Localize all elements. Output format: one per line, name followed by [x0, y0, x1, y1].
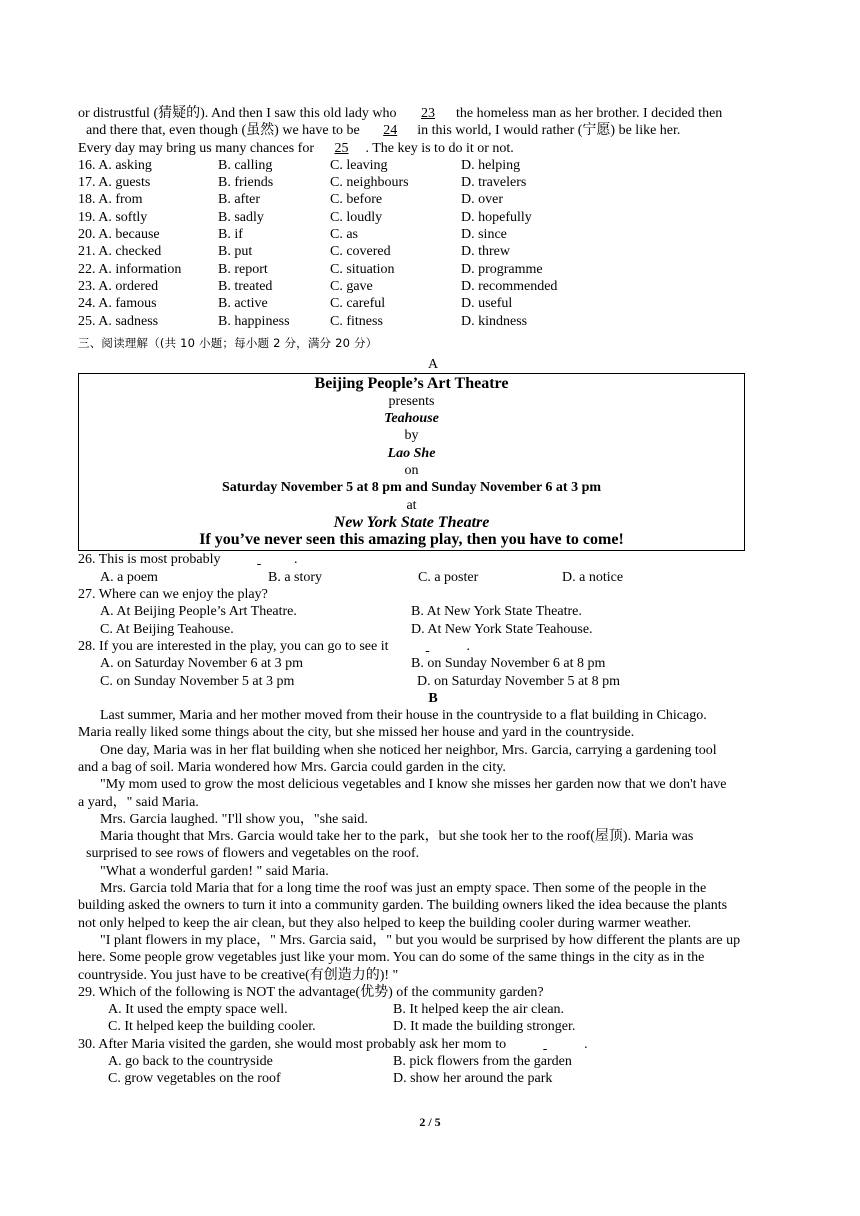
question-stem: 26. This is most probably — [78, 552, 224, 568]
option-c: C. gave — [330, 278, 373, 294]
cloze-options — [78, 157, 788, 330]
option-c: C. leaving — [330, 157, 388, 173]
paragraph — [78, 742, 788, 777]
option-c: C. on Sunday November 5 at 3 pm — [100, 673, 295, 689]
cloze-line-1 — [78, 105, 788, 122]
section-heading: 三、阅读理解（(共 10 小题；每小题 2 分，满分 20 分） — [78, 335, 378, 350]
cloze-text: and there that, even though (虽然) we have to be — [86, 123, 364, 139]
question-27-options — [78, 603, 788, 620]
paragraph-line: a yard，" said Maria. — [78, 794, 199, 810]
paragraph-line: "My mom used to grow the most delicious vegetables and I know she misses her garden now that we don't have — [100, 777, 727, 793]
option-a: 17. A. guests — [78, 175, 151, 191]
cloze-text: or distrustful (猜疑的). And then I saw this old lady who — [78, 106, 400, 121]
option-b: B. calling — [218, 157, 273, 173]
option-row — [78, 174, 788, 191]
option-b: B. on Sunday November 6 at 8 pm — [411, 656, 606, 672]
question-29-options — [78, 1018, 788, 1035]
paragraph-line: and a bag of soil. Maria wondered how Mrs. Garcia could garden in the city. — [78, 759, 506, 775]
paragraph — [78, 707, 788, 742]
option-a: A. It used the empty space well. — [108, 1002, 288, 1018]
option-a: 25. A. sadness — [78, 313, 159, 329]
option-b: B. report — [218, 261, 268, 277]
option-d: D. kindness — [461, 313, 528, 329]
option-b: B. if — [218, 227, 243, 243]
option-a: 20. A. because — [78, 227, 160, 243]
option-c: C. a poster — [418, 569, 479, 585]
poster-org: Beijing People’s Art Theatre — [314, 375, 509, 393]
question-tail: . — [584, 1036, 588, 1052]
option-row — [78, 226, 788, 243]
paragraph-line: "I plant flowers in my place，" Mrs. Garcia said，" but you would be surprised by how different the plants are up — [100, 932, 741, 948]
paragraph-line: countryside. You just have to be creative(有创造力的)! " — [78, 967, 399, 983]
poster-on: on — [404, 462, 419, 478]
option-a: 21. A. checked — [78, 244, 162, 260]
option-c: C. before — [330, 192, 383, 208]
theatre-poster — [78, 373, 745, 551]
option-b: B. pick flowers from the garden — [393, 1054, 572, 1070]
paragraph-line: Last summer, Maria and her mother moved from their house in the countryside to a flat building in Chicago. — [100, 708, 707, 724]
option-d: D. programme — [461, 261, 543, 277]
option-a: 18. A. from — [78, 192, 143, 208]
option-d: D. travelers — [461, 175, 527, 191]
option-b: B. put — [218, 244, 253, 260]
poster-author: Lao She — [387, 445, 436, 461]
option-b: B. active — [218, 296, 268, 312]
question-30-options — [78, 1053, 788, 1070]
question-28 — [78, 638, 788, 655]
cloze-text: the homeless man as her brother. I decided then — [455, 106, 723, 121]
option-b: B. after — [218, 192, 260, 208]
question-27: 27. Where can we enjoy the play? — [78, 587, 268, 603]
poster-play: Teahouse — [384, 411, 439, 427]
option-c: C. It helped keep the building cooler. — [108, 1019, 316, 1035]
poster-presents: presents — [388, 393, 435, 409]
option-c: C. fitness — [330, 313, 383, 329]
option-d: D. helping — [461, 157, 521, 173]
answer-blank — [389, 638, 467, 655]
question-tail: . — [466, 638, 470, 654]
option-d: D. over — [461, 192, 503, 208]
poster-dates: Saturday November 5 at 8 pm and Sunday November 6 at 3 pm — [221, 480, 602, 496]
poster-by: by — [404, 428, 419, 444]
paragraph — [78, 776, 788, 811]
option-row — [78, 261, 788, 278]
option-a: 16. A. asking — [78, 157, 152, 173]
blank-25: 25 — [334, 140, 349, 156]
option-a: A. go back to the countryside — [108, 1054, 273, 1070]
option-d: D. since — [461, 227, 507, 243]
section-b-label: B — [428, 690, 438, 706]
blank-24: 24 — [383, 123, 398, 139]
option-row — [78, 209, 788, 226]
option-b: B. It helped keep the air clean. — [393, 1002, 565, 1018]
option-c: C. careful — [330, 296, 386, 312]
option-c: C. At Beijing Teahouse. — [100, 621, 234, 637]
poster-venue: New York State Theatre — [333, 513, 490, 531]
option-d: D. hopefully — [461, 209, 532, 225]
option-d: D. useful — [461, 296, 513, 312]
poster-slogan: If you’ve never seen this amazing play, then you have to come! — [199, 531, 624, 549]
question-29-options — [78, 1001, 788, 1018]
question-stem: 30. After Maria visited the garden, she would most probably ask her mom to — [78, 1036, 507, 1052]
paragraph — [78, 880, 788, 932]
cloze-line-3 — [78, 140, 788, 157]
option-b: B. At New York State Theatre. — [411, 604, 582, 620]
option-c: C. as — [330, 227, 358, 243]
option-d: D. At New York State Teahouse. — [411, 621, 593, 637]
exam-page — [78, 105, 788, 1088]
option-b: B. happiness — [218, 313, 290, 329]
option-a: 22. A. information — [78, 261, 182, 277]
option-a: 23. A. ordered — [78, 278, 159, 294]
question-28-options — [78, 673, 788, 690]
option-a: 24. A. famous — [78, 296, 157, 312]
paragraph-line: building asked the owners to turn it into a community garden. The building owners liked the idea because the plants — [78, 898, 728, 914]
paragraph-line: Mrs. Garcia laughed. "I'll show you，"she said. — [100, 811, 368, 827]
paragraph-line: "What a wonderful garden! " said Maria. — [100, 863, 329, 879]
paragraph-line: not only helped to keep the air clean, but they also helped to keep the building cooler during warmer weather. — [78, 915, 692, 931]
option-d: D. It made the building stronger. — [393, 1019, 576, 1035]
question-29: 29. Which of the following is NOT the advantage(优势) of the community garden? — [78, 984, 544, 1000]
option-b: B. sadly — [218, 209, 264, 225]
option-a: 19. A. softly — [78, 209, 148, 225]
question-27-options — [78, 621, 788, 638]
option-d: D. threw — [461, 244, 510, 260]
paragraph — [78, 863, 788, 880]
question-30 — [78, 1036, 788, 1053]
cloze-text: Every day may bring us many chances for — [78, 140, 318, 156]
option-d: D. on Saturday November 5 at 8 pm — [417, 673, 620, 689]
cloze-line-2 — [78, 122, 788, 139]
page-number: 2 / 5 — [419, 1115, 441, 1129]
poster-at: at — [406, 497, 417, 513]
option-row — [78, 295, 788, 312]
paragraph-line: surprised to see rows of flowers and vegetables on the roof. — [86, 846, 420, 862]
question-tail: . — [293, 552, 298, 568]
option-row — [78, 191, 788, 208]
option-a: A. At Beijing People’s Art Theatre. — [100, 604, 297, 620]
paragraph-line: Maria really liked some things about the city, but she missed her house and yard in the countryside. — [78, 725, 635, 741]
option-c: C. neighbours — [330, 175, 409, 191]
option-b: B. a story — [268, 569, 323, 585]
paragraph-line: Mrs. Garcia told Maria that for a long time the roof was just an empty space. Then some of the people in the — [100, 881, 707, 897]
option-row — [78, 313, 788, 330]
paragraph — [78, 811, 788, 828]
cloze-text: . The key is to do it or not. — [365, 140, 514, 156]
section-a-label: A — [427, 357, 439, 373]
option-b: B. friends — [218, 175, 274, 191]
option-c: C. grow vegetables on the roof — [108, 1071, 281, 1087]
option-b: B. treated — [218, 278, 273, 294]
question-26 — [78, 551, 788, 568]
paragraph — [78, 828, 788, 863]
answer-blank — [224, 551, 294, 568]
cloze-text: in this world, I would rather (宁愿) be like her. — [417, 123, 681, 139]
option-row — [78, 278, 788, 295]
option-a: A. a poem — [100, 569, 158, 585]
question-stem: 28. If you are interested in the play, you can go to see it — [78, 638, 389, 654]
option-d: D. recommended — [461, 278, 558, 294]
option-d: D. a notice — [562, 569, 624, 585]
option-c: C. covered — [330, 244, 391, 260]
option-row — [78, 157, 788, 174]
answer-blank — [506, 1036, 584, 1053]
option-row — [78, 243, 788, 260]
option-c: C. situation — [330, 261, 395, 277]
blank-23: 23 — [420, 106, 435, 121]
question-28-options — [78, 655, 788, 672]
paragraph — [78, 932, 788, 984]
question-26-options — [78, 569, 788, 586]
paragraph-line: One day, Maria was in her flat building when she noticed her neighbor, Mrs. Garcia, carrying a gardening tool — [100, 742, 717, 758]
paragraph-line: here. Some people grow vegetables just like your mom. You can do some of the same things in the city as in the — [78, 950, 705, 966]
passage-b — [78, 707, 788, 984]
question-30-options — [78, 1070, 788, 1087]
option-c: C. loudly — [330, 209, 383, 225]
option-d: D. show her around the park — [393, 1071, 553, 1087]
paragraph-line: Maria thought that Mrs. Garcia would take her to the park，but she took her to the roof(屋顶). Maria was — [100, 829, 694, 845]
option-a: A. on Saturday November 6 at 3 pm — [100, 656, 303, 672]
